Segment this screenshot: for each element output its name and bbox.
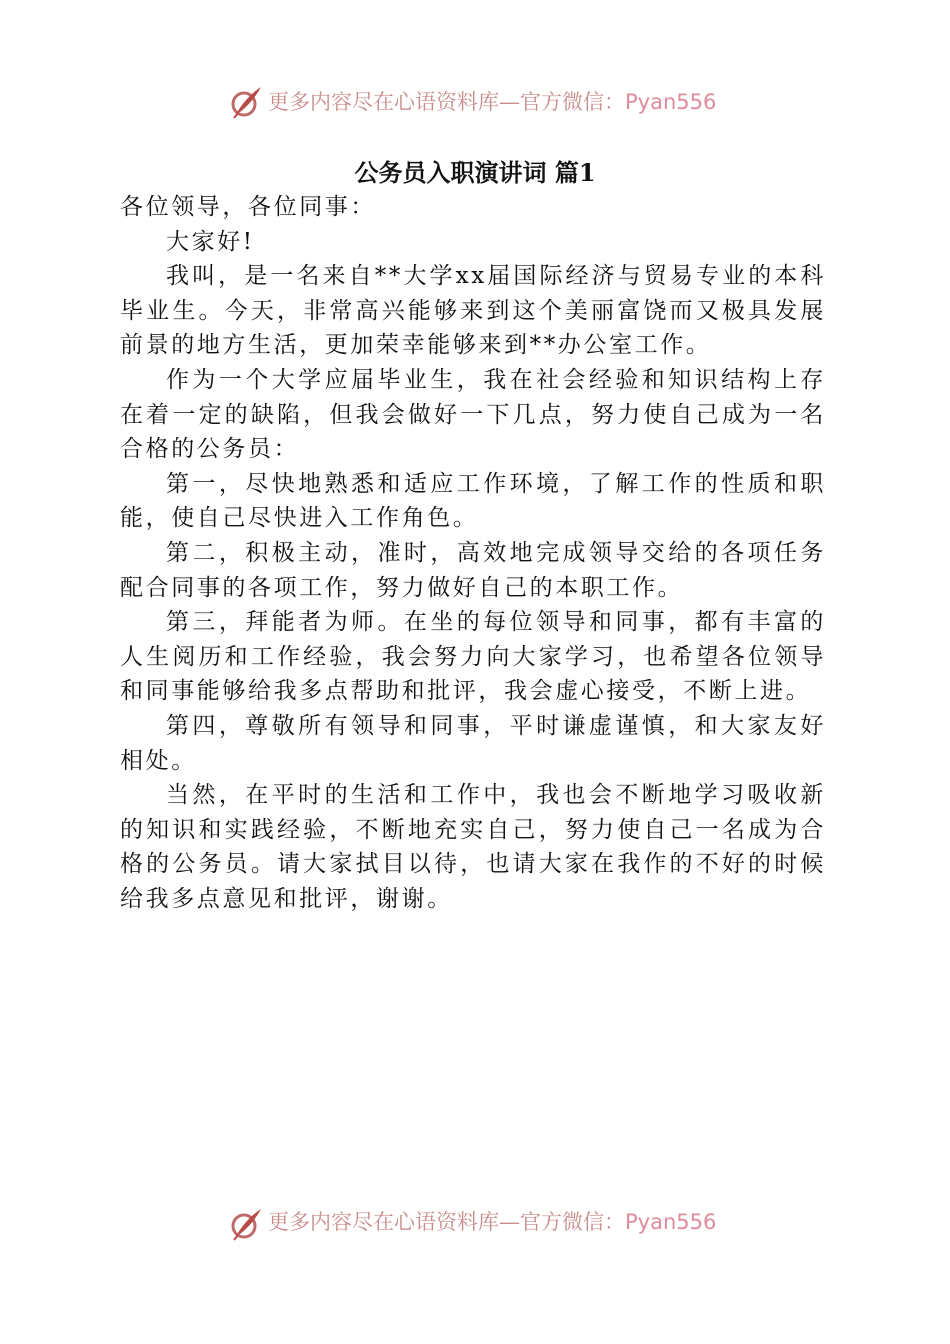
paragraph: 我叫，是一名来自**大学xx届国际经济与贸易专业的本科毕业生。今天，非常高兴能够来到这个美丽富饶而又极具发展前景的地方生活，更加荣幸能够来到**办公室工作。 bbox=[120, 263, 826, 359]
paragraph: 第三，拜能者为师。在坐的每位领导和同事，都有丰富的人生阅历和工作经验，我会努力向大家学习，也希望各位领导和同事能够给我多点帮助和批评，我会虚心接受，不断上进。 bbox=[120, 609, 826, 705]
watermark-brand: 更多内容尽在心语资料库 bbox=[268, 1210, 499, 1234]
document-title: 公务员入职演讲词 篇1 bbox=[354, 158, 596, 187]
watermark-text bbox=[268, 88, 716, 116]
paragraph: 第二，积极主动，准时，高效地完成领导交给的各项任务配合同事的各项工作，努力做好自己的本职工作。 bbox=[120, 539, 826, 601]
watermark-brand: 更多内容尽在心语资料库 bbox=[268, 90, 499, 114]
header-watermark bbox=[0, 82, 950, 122]
watermark-separator: — bbox=[499, 90, 520, 114]
watermark-text bbox=[268, 1208, 716, 1236]
footer-watermark bbox=[0, 1204, 950, 1244]
paragraph: 作为一个大学应届毕业生，我在社会经验和知识结构上存在着一定的缺陷，但我会做好一下几点，努力使自己成为一名合格的公务员： bbox=[120, 366, 826, 463]
watermark-wechat-id: Pyan556 bbox=[625, 90, 717, 114]
watermark-wechat-label: 官方微信： bbox=[520, 1210, 625, 1234]
document-body bbox=[120, 190, 826, 916]
watermark-separator: — bbox=[499, 1210, 520, 1234]
paragraph: 第四，尊敬所有领导和同事，平时谦虚谨慎，和大家友好相处。 bbox=[120, 712, 826, 774]
paragraph: 大家好! bbox=[166, 228, 255, 255]
quill-pen-logo-icon bbox=[228, 84, 264, 120]
watermark-wechat-id: Pyan556 bbox=[625, 1210, 717, 1234]
paragraph: 当然，在平时的生活和工作中，我也会不断地学习吸收新的知识和实践经验，不断地充实自己，努力使自己一名成为合格的公务员。请大家拭目以待，也请大家在我作的不好的时候给我多点意见和批评，谢谢。 bbox=[120, 782, 826, 912]
watermark-wechat-label: 官方微信： bbox=[520, 90, 625, 114]
quill-pen-logo-icon bbox=[228, 1206, 264, 1242]
paragraph: 第一，尽快地熟悉和适应工作环境，了解工作的性质和职能，使自己尽快进入工作角色。 bbox=[120, 470, 826, 532]
salutation: 各位领导，各位同事： bbox=[120, 194, 376, 220]
